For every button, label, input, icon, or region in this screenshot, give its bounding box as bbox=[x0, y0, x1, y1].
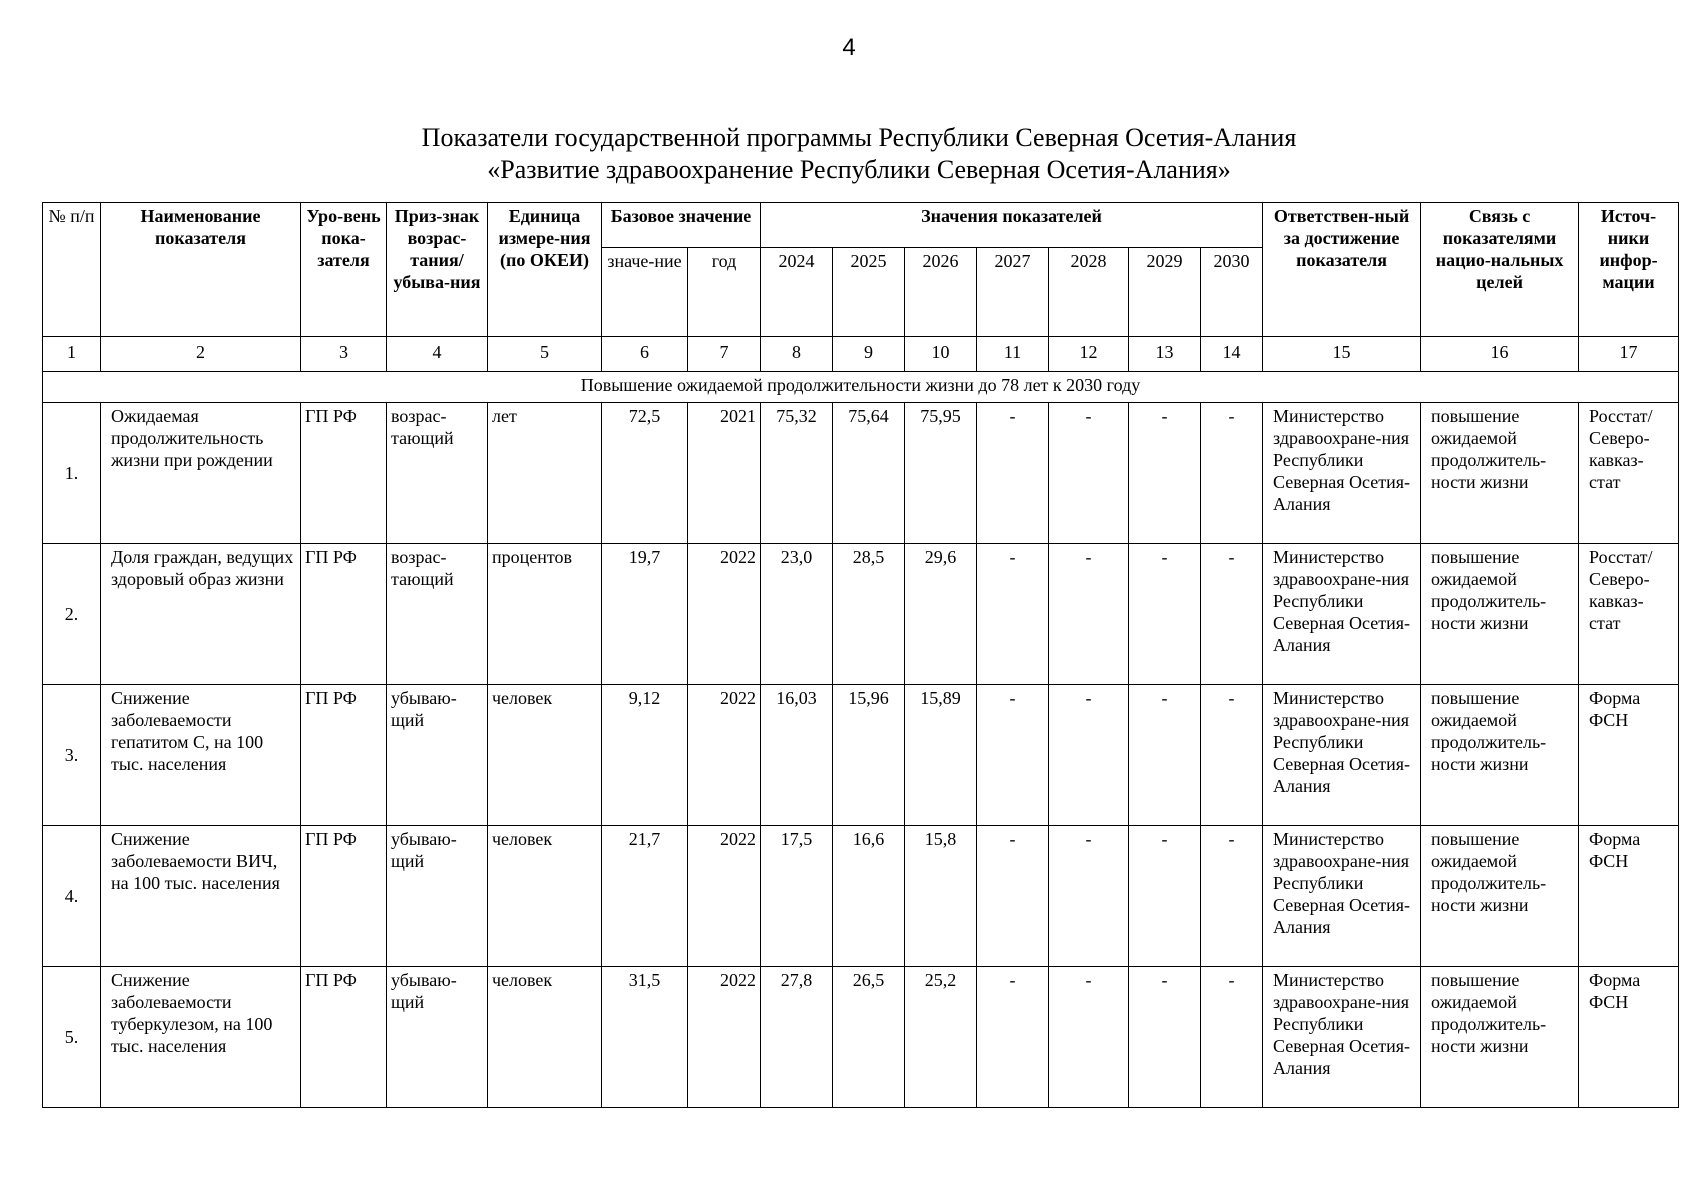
table-row bbox=[43, 826, 1679, 967]
value-2025: 28,5 bbox=[833, 544, 905, 685]
header-link: Связь с показателями нацио-нальных целей bbox=[1421, 203, 1579, 337]
indicator-unit: человек bbox=[488, 685, 602, 826]
value-2030: - bbox=[1201, 403, 1263, 544]
responsible: Министерство здравоохране-ния Республики Северная Осетия-Алания bbox=[1263, 685, 1421, 826]
header-unit: Единица измере-ния (по ОКЕИ) bbox=[488, 203, 602, 337]
column-number: 15 bbox=[1263, 337, 1421, 372]
responsible: Министерство здравоохране-ния Республики Северная Осетия-Алания bbox=[1263, 826, 1421, 967]
header-responsible: Ответствен-ный за достижение показателя bbox=[1263, 203, 1421, 337]
indicator-level: ГП РФ bbox=[301, 544, 387, 685]
information-source: Форма ФСН bbox=[1579, 685, 1679, 826]
title-line-1: Показатели государственной программы Республики Северная Осетия-Алания bbox=[421, 123, 1297, 152]
value-2029: - bbox=[1129, 403, 1201, 544]
value-2029: - bbox=[1129, 685, 1201, 826]
column-numbers-row bbox=[43, 337, 1679, 372]
national-goal-link: повышение ожидаемой продолжитель-ности жизни bbox=[1421, 544, 1579, 685]
national-goal-link: повышение ожидаемой продолжитель-ности жизни bbox=[1421, 967, 1579, 1108]
header-values-group: Значения показателей bbox=[761, 203, 1263, 248]
indicator-unit: человек bbox=[488, 967, 602, 1108]
document-title bbox=[0, 122, 1698, 186]
base-value: 9,12 bbox=[602, 685, 688, 826]
value-2024: 75,32 bbox=[761, 403, 833, 544]
value-2028: - bbox=[1049, 967, 1129, 1108]
value-2025: 26,5 bbox=[833, 967, 905, 1108]
column-number: 17 bbox=[1579, 337, 1679, 372]
header-year: 2030 bbox=[1201, 248, 1263, 337]
indicator-level: ГП РФ bbox=[301, 403, 387, 544]
header-base-group: Базовое значение bbox=[602, 203, 761, 248]
value-2030: - bbox=[1201, 826, 1263, 967]
table-row bbox=[43, 967, 1679, 1108]
column-number: 1 bbox=[43, 337, 101, 372]
table-row bbox=[43, 685, 1679, 826]
column-number: 3 bbox=[301, 337, 387, 372]
information-source: Форма ФСН bbox=[1579, 826, 1679, 967]
header-sign: Приз-знак возрас-тания/ убыва-ния bbox=[387, 203, 488, 337]
column-number: 10 bbox=[905, 337, 977, 372]
value-2028: - bbox=[1049, 403, 1129, 544]
value-2026: 15,8 bbox=[905, 826, 977, 967]
value-2024: 16,03 bbox=[761, 685, 833, 826]
indicator-sign: убываю-щий bbox=[387, 826, 488, 967]
column-number: 8 bbox=[761, 337, 833, 372]
header-no: № п/п bbox=[43, 203, 101, 337]
column-number: 2 bbox=[101, 337, 301, 372]
column-number: 12 bbox=[1049, 337, 1129, 372]
value-2027: - bbox=[977, 685, 1049, 826]
base-year: 2022 bbox=[688, 544, 761, 685]
value-2030: - bbox=[1201, 685, 1263, 826]
column-number: 6 bbox=[602, 337, 688, 372]
information-source: Форма ФСН bbox=[1579, 967, 1679, 1108]
value-2029: - bbox=[1129, 544, 1201, 685]
table-row bbox=[43, 403, 1679, 544]
header-level: Уро-вень пока-зателя bbox=[301, 203, 387, 337]
column-number: 7 bbox=[688, 337, 761, 372]
value-2024: 23,0 bbox=[761, 544, 833, 685]
value-2027: - bbox=[977, 403, 1049, 544]
section-row bbox=[43, 372, 1679, 403]
row-number: 5. bbox=[43, 967, 101, 1108]
indicator-sign: убываю-щий bbox=[387, 685, 488, 826]
value-2024: 17,5 bbox=[761, 826, 833, 967]
value-2029: - bbox=[1129, 826, 1201, 967]
row-number: 1. bbox=[43, 403, 101, 544]
indicator-sign: возрас-тающий bbox=[387, 544, 488, 685]
value-2026: 15,89 bbox=[905, 685, 977, 826]
national-goal-link: повышение ожидаемой продолжитель-ности жизни bbox=[1421, 826, 1579, 967]
indicator-level: ГП РФ bbox=[301, 685, 387, 826]
base-year: 2021 bbox=[688, 403, 761, 544]
base-year: 2022 bbox=[688, 685, 761, 826]
indicator-unit: процентов bbox=[488, 544, 602, 685]
indicator-unit: человек bbox=[488, 826, 602, 967]
column-number: 14 bbox=[1201, 337, 1263, 372]
header-year: 2025 bbox=[833, 248, 905, 337]
base-value: 19,7 bbox=[602, 544, 688, 685]
value-2026: 75,95 bbox=[905, 403, 977, 544]
base-value: 21,7 bbox=[602, 826, 688, 967]
value-2030: - bbox=[1201, 967, 1263, 1108]
header-source: Источ-ники инфор-мации bbox=[1579, 203, 1679, 337]
value-2028: - bbox=[1049, 544, 1129, 685]
information-source: Росстат/ Северо-кавказ-стат bbox=[1579, 403, 1679, 544]
header-base-year: год bbox=[688, 248, 761, 337]
header-base-value: значе-ние bbox=[602, 248, 688, 337]
section-title: Повышение ожидаемой продолжительности жизни до 78 лет к 2030 году bbox=[43, 372, 1679, 403]
header-year: 2028 bbox=[1049, 248, 1129, 337]
value-2024: 27,8 bbox=[761, 967, 833, 1108]
indicator-sign: возрас-тающий bbox=[387, 403, 488, 544]
value-2025: 75,64 bbox=[833, 403, 905, 544]
base-year: 2022 bbox=[688, 826, 761, 967]
header-year: 2026 bbox=[905, 248, 977, 337]
value-2026: 29,6 bbox=[905, 544, 977, 685]
indicator-name: Снижение заболеваемости туберкулезом, на 100 тыс. населения bbox=[101, 967, 301, 1108]
value-2027: - bbox=[977, 967, 1049, 1108]
indicator-name: Снижение заболеваемости гепатитом С, на 100 тыс. населения bbox=[101, 685, 301, 826]
base-year: 2022 bbox=[688, 967, 761, 1108]
column-number: 13 bbox=[1129, 337, 1201, 372]
page-number: 4 bbox=[842, 34, 856, 61]
value-2029: - bbox=[1129, 967, 1201, 1108]
base-value: 31,5 bbox=[602, 967, 688, 1108]
value-2027: - bbox=[977, 826, 1049, 967]
header-row-1 bbox=[43, 203, 1679, 248]
column-number: 11 bbox=[977, 337, 1049, 372]
value-2030: - bbox=[1201, 544, 1263, 685]
indicator-name: Ожидаемая продолжительность жизни при рождении bbox=[101, 403, 301, 544]
value-2026: 25,2 bbox=[905, 967, 977, 1108]
indicator-level: ГП РФ bbox=[301, 967, 387, 1108]
row-number: 4. bbox=[43, 826, 101, 967]
responsible: Министерство здравоохране-ния Республики Северная Осетия-Алания bbox=[1263, 967, 1421, 1108]
national-goal-link: повышение ожидаемой продолжитель-ности жизни bbox=[1421, 403, 1579, 544]
column-number: 9 bbox=[833, 337, 905, 372]
column-number: 4 bbox=[387, 337, 488, 372]
indicator-name: Снижение заболеваемости ВИЧ, на 100 тыс. населения bbox=[101, 826, 301, 967]
indicator-sign: убываю-щий bbox=[387, 967, 488, 1108]
header-year: 2029 bbox=[1129, 248, 1201, 337]
indicator-unit: лет bbox=[488, 403, 602, 544]
responsible: Министерство здравоохране-ния Республики Северная Осетия-Алания bbox=[1263, 544, 1421, 685]
header-name: Наименование показателя bbox=[101, 203, 301, 337]
row-number: 3. bbox=[43, 685, 101, 826]
row-number: 2. bbox=[43, 544, 101, 685]
value-2025: 15,96 bbox=[833, 685, 905, 826]
title-line-2: «Развитие здравоохранение Республики Северная Осетия-Алания» bbox=[487, 155, 1231, 184]
base-value: 72,5 bbox=[602, 403, 688, 544]
value-2027: - bbox=[977, 544, 1049, 685]
table-row bbox=[43, 544, 1679, 685]
information-source: Росстат/ Северо-кавказ-стат bbox=[1579, 544, 1679, 685]
value-2028: - bbox=[1049, 685, 1129, 826]
indicators-table bbox=[42, 202, 1679, 1108]
value-2028: - bbox=[1049, 826, 1129, 967]
column-number: 16 bbox=[1421, 337, 1579, 372]
responsible: Министерство здравоохране-ния Республики Северная Осетия-Алания bbox=[1263, 403, 1421, 544]
indicator-level: ГП РФ bbox=[301, 826, 387, 967]
header-year: 2027 bbox=[977, 248, 1049, 337]
header-year: 2024 bbox=[761, 248, 833, 337]
column-number: 5 bbox=[488, 337, 602, 372]
value-2025: 16,6 bbox=[833, 826, 905, 967]
national-goal-link: повышение ожидаемой продолжитель-ности жизни bbox=[1421, 685, 1579, 826]
indicator-name: Доля граждан, ведущих здоровый образ жизни bbox=[101, 544, 301, 685]
